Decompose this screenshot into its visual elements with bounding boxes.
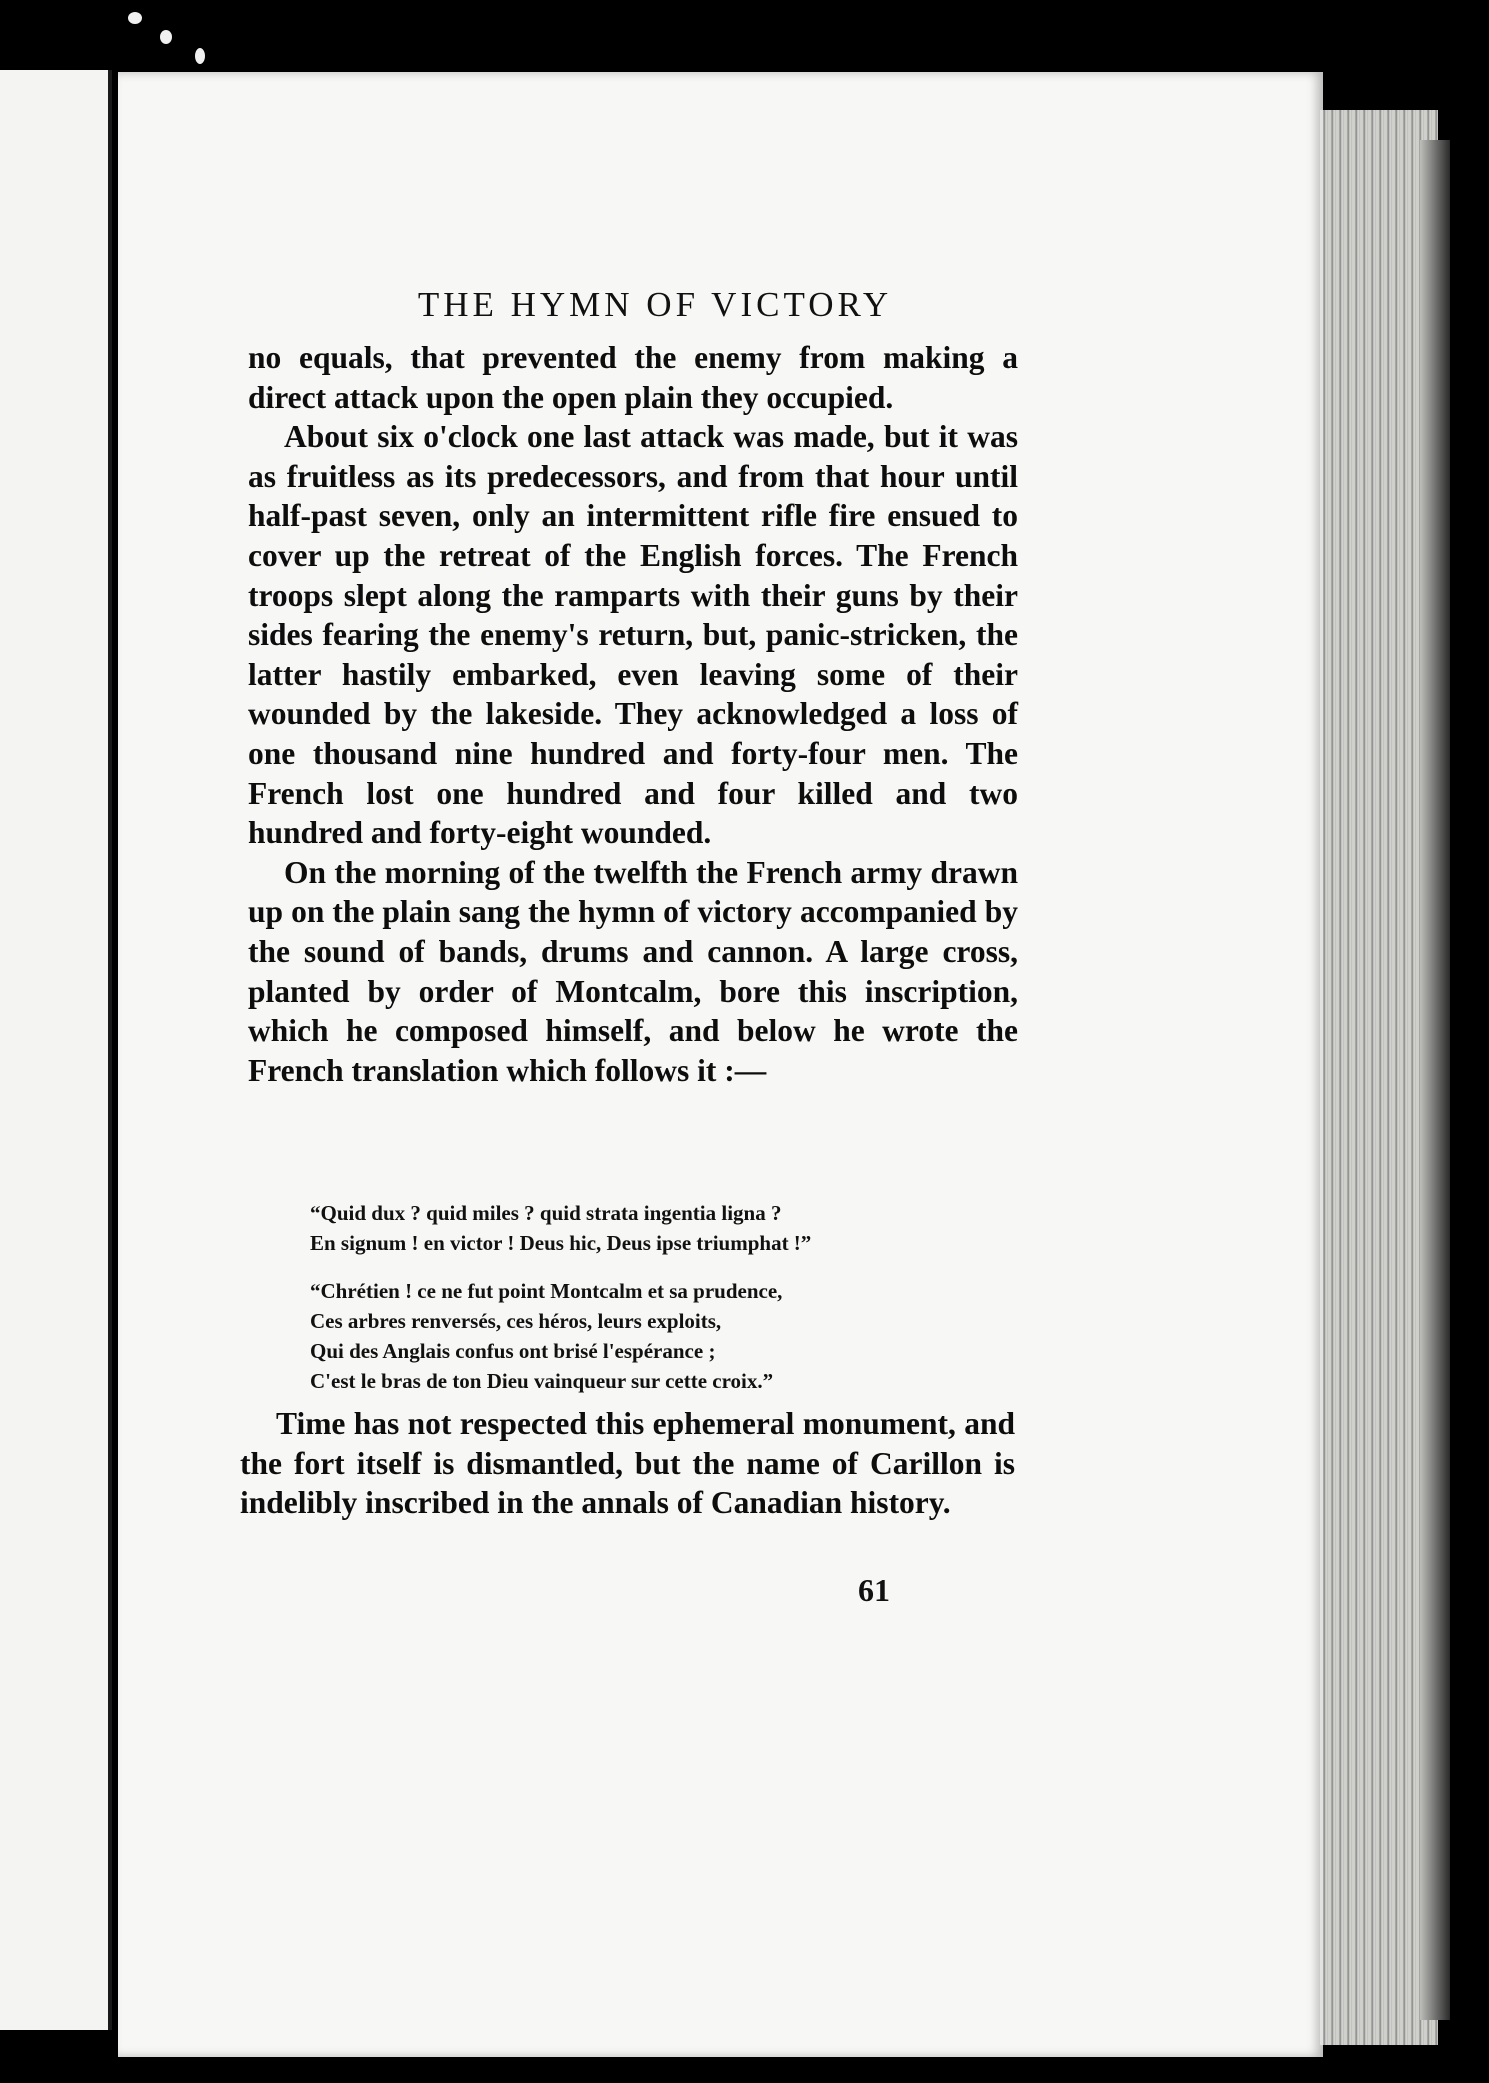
dust-speck bbox=[195, 48, 205, 64]
verse-line: “Chrétien ! ce ne fut point Montcalm et sa prudence, bbox=[310, 1279, 783, 1303]
verse-line: C'est le bras de ton Dieu vainqueur sur cette croix.” bbox=[310, 1369, 774, 1393]
french-translation bbox=[310, 1276, 950, 1396]
running-header: THE HYMN OF VICTORY bbox=[417, 285, 893, 324]
dust-speck bbox=[160, 30, 172, 44]
page-number: 61 bbox=[858, 1572, 890, 1608]
paragraph: Time has not respected this ephemeral monument, and the fort itself is dismantled, but the name of Carillon is indelibly inscribed in the annals of Canadian history. bbox=[240, 1406, 1015, 1521]
verse-line: Qui des Anglais confus ont brisé l'espérance ; bbox=[310, 1339, 716, 1363]
verse-line: “Quid dux ? quid miles ? quid strata ingentia ligna ? bbox=[310, 1201, 782, 1225]
latin-inscription bbox=[310, 1198, 950, 1258]
closing-text bbox=[240, 1404, 1015, 1523]
left-page-edge bbox=[0, 70, 112, 2030]
dust-speck bbox=[128, 12, 142, 24]
paragraph: On the morning of the twelfth the French army drawn up on the plain sang the hymn of victory accompanied by the sound of bands, drums and cannon. A large cross, planted by order of Montcalm, bore this inscription, which he composed himself, and below he wrote the French translation which follows it :— bbox=[248, 854, 1018, 1088]
book-fore-edge-shadow bbox=[1420, 140, 1450, 2020]
verse-line: En signum ! en victor ! Deus hic, Deus ipse triumphat !” bbox=[310, 1231, 812, 1255]
main-text bbox=[248, 338, 1018, 1090]
verse-line: Ces arbres renversés, ces héros, leurs exploits, bbox=[310, 1309, 722, 1333]
paragraph: About six o'clock one last attack was made, but it was as fruitless as its predecessors, and from that hour until half-past seven, only an intermittent rifle fire ensued to cover up the retreat of the English forces. The French troops slept along the ramparts with their guns by their sides fearing the enemy's return, but, panic-stricken, the latter hastily embarked, even leaving some of their wounded by the lakeside. They acknowledged a loss of one thousand nine hundred and forty-four men. The French lost one hundred and four killed and two hundred and forty-eight wounded. bbox=[248, 419, 1018, 851]
paragraph: no equals, that prevented the enemy from making a direct attack upon the open plain they occupied. bbox=[248, 340, 1018, 415]
